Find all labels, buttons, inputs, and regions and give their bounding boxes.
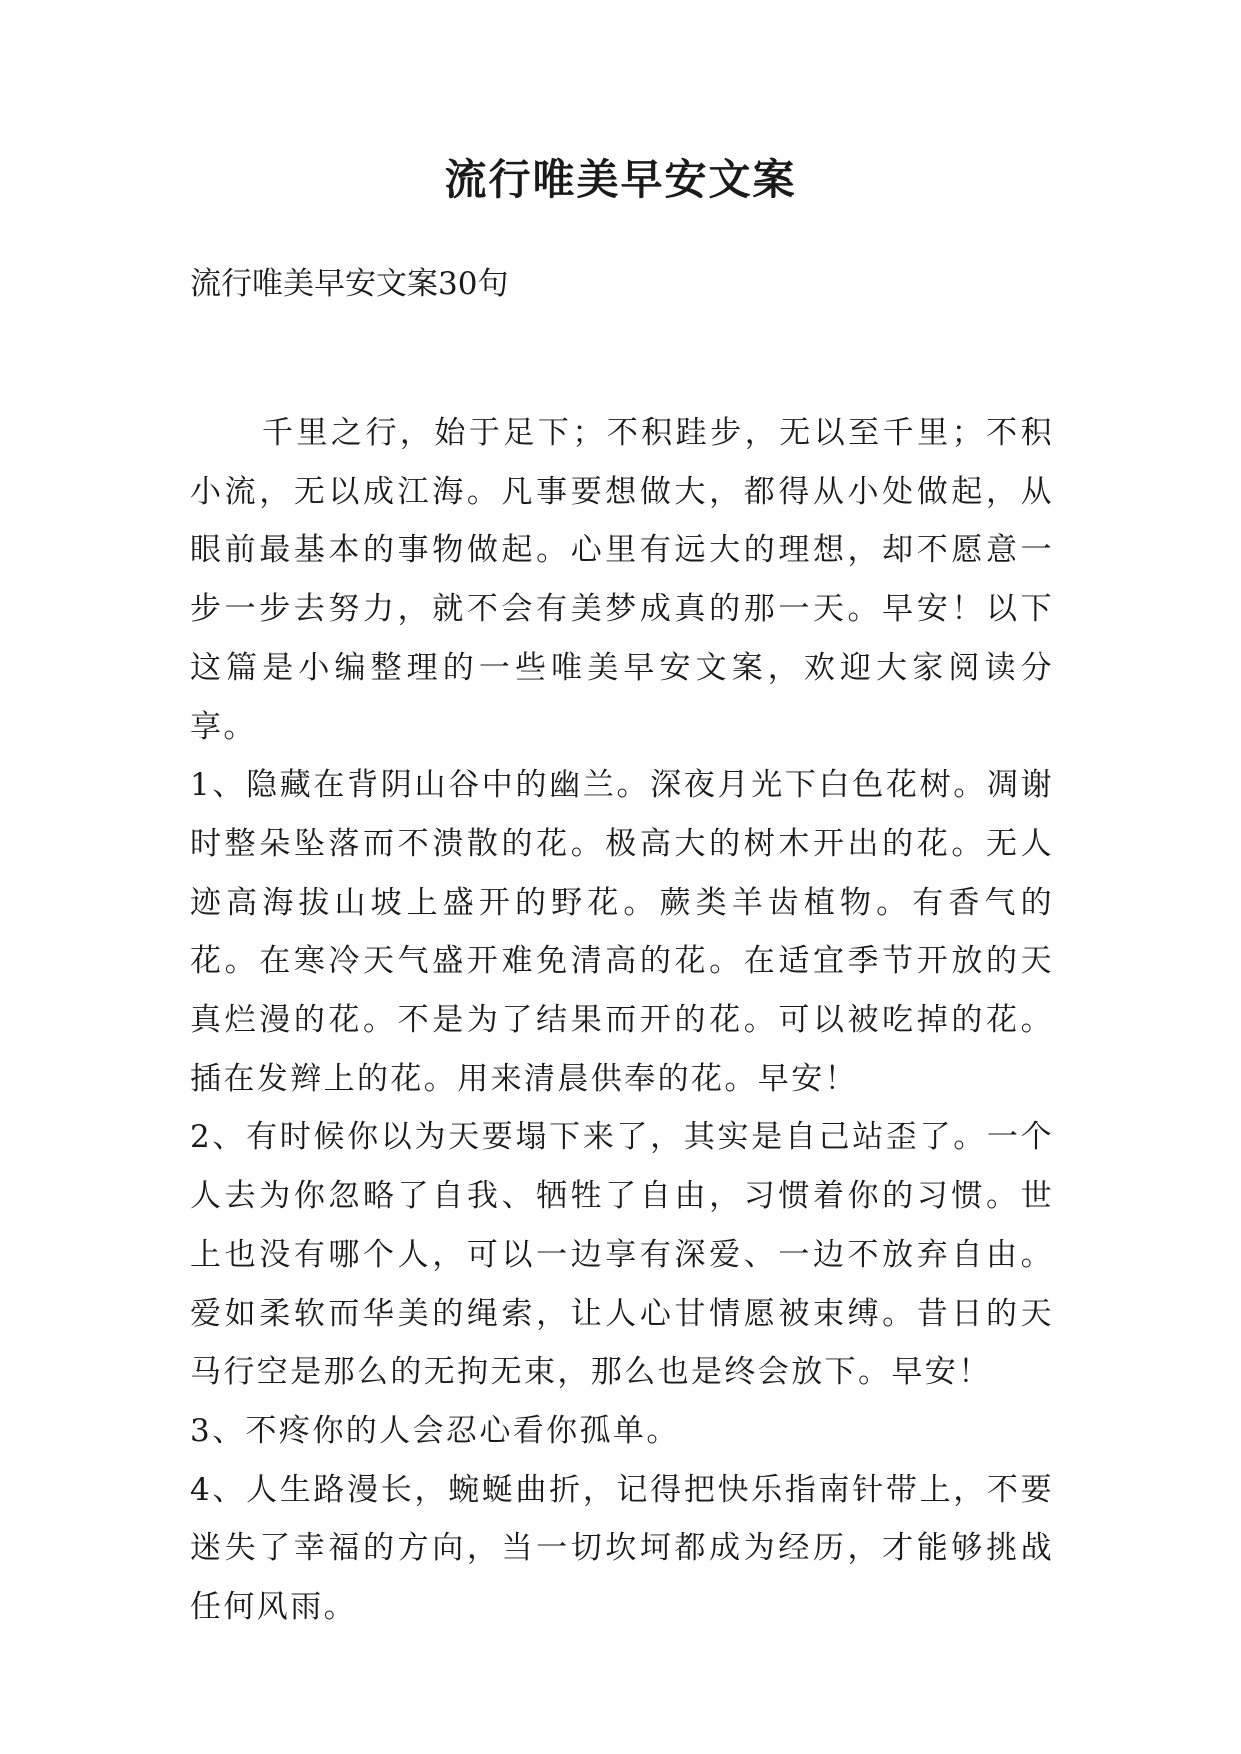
document-body	[190, 404, 1054, 1637]
list-item-2: 2、有时候你以为天要塌下来了，其实是自己站歪了。一个人去为你忽略了自我、牺牲了自由，习惯着你的习惯。世上也没有哪个人，可以一边享有深爱、一边不放弃自由。爱如柔软而华美的绳索，让人心甘情愿被束缚。昔日的天马行空是那么的无拘无束，那么也是终会放下。早安！	[190, 1119, 1054, 1391]
list-item-4: 4、人生路漫长，蜿蜒曲折，记得把快乐指南针带上，不要迷失了幸福的方向，当一切坎坷都成为经历，才能够挑战任何风雨。	[190, 1471, 1054, 1626]
list-item-1: 1、隐藏在背阴山谷中的幽兰。深夜月光下白色花树。凋谢时整朵坠落而不溃散的花。极高大的树木开出的花。无人迹高海拔山坡上盛开的野花。蕨类羊齿植物。有香气的花。在寒冷天气盛开难免清高的花。在适宜季节开放的天真烂漫的花。不是为了结果而开的花。可以被吃掉的花。插在发辫上的花。用来清晨供奉的花。早安！	[190, 767, 1054, 1097]
list-item-3: 3、不疼你的人会忍心看你孤单。	[190, 1412, 680, 1449]
intro-paragraph: 千里之行，始于足下；不积跬步，无以至千里；不积小流，无以成江海。凡事要想做大，都得从小处做起，从眼前最基本的事物做起。心里有远大的理想，却不愿意一步一步去努力，就不会有美梦成真的那一天。早安！以下这篇是小编整理的一些唯美早安文案，欢迎大家阅读分享。	[190, 415, 1054, 745]
document-title: 流行唯美早安文案	[444, 155, 797, 204]
document-subtitle: 流行唯美早安文案30句	[190, 266, 509, 302]
